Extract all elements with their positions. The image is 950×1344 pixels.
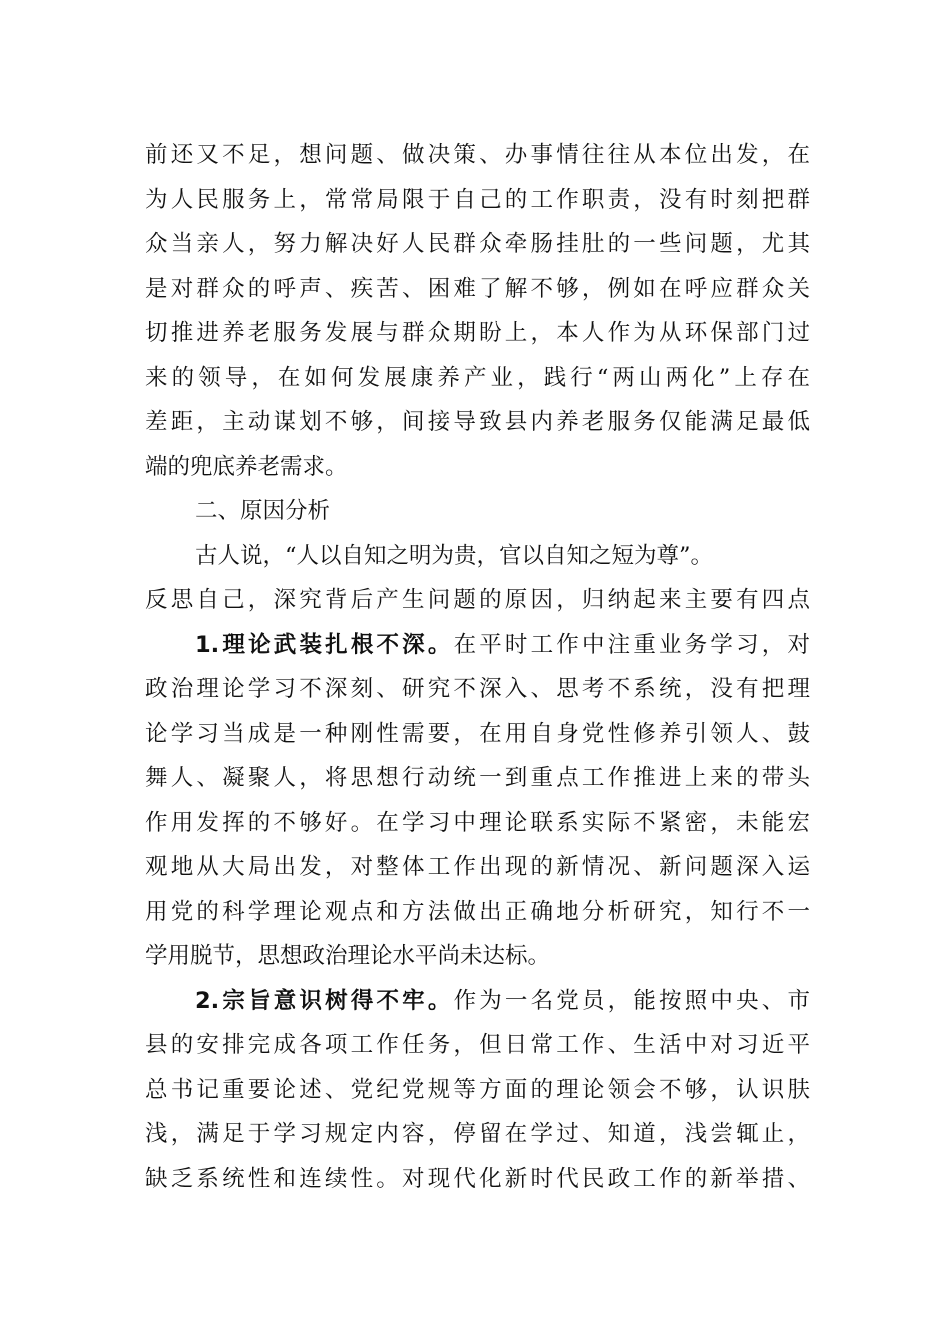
text-line: 反思自己，深究背后产生问题的原因，归纳起来主要有四点	[145, 587, 810, 613]
text-line: 是对群众的呼声、疾苦、困难了解不够，例如在呼应群众关	[145, 275, 810, 302]
point-1-heading: 1.理论武装扎根不深。	[195, 631, 454, 658]
text-line: 作用发挥的不够好。在学习中理论联系实际不紧密，未能宏	[145, 809, 810, 836]
point-2-heading: 2.宗旨意识树得不牢。	[195, 987, 454, 1014]
section-heading-cause-analysis	[145, 489, 810, 534]
section-heading: 二、原因分析	[195, 498, 331, 524]
text-line: 切推进养老服务发展与群众期盼上，本人作为从环保部门过	[145, 320, 810, 346]
point-2-first-line-text: 作为一名党员，能按照中央、市	[453, 987, 810, 1014]
point-2-first-line	[145, 979, 810, 1024]
paragraph-problem-continuation	[145, 133, 810, 489]
text-line: 差距，主动谋划不够，间接导致县内养老服务仅能满足最低	[145, 409, 810, 435]
text-line: 缺乏系统性和连续性。对现代化新时代民政工作的新举措、	[145, 1165, 810, 1192]
paragraph-point-2	[145, 979, 810, 1202]
point-1-first-line-text: 在平时工作中注重业务学习，对	[453, 631, 810, 658]
text-line: 观地从大局出发，对整体工作出现的新情况、新问题深入运	[145, 854, 810, 880]
text-line: 县的安排完成各项工作任务，但日常工作、生活中对习近平	[145, 1032, 810, 1058]
text-line: 用党的科学理论观点和方法做出正确地分析研究，知行不一	[145, 898, 810, 925]
text-line: 为人民服务上，常常局限于自己的工作职责，没有时刻把群	[145, 186, 810, 213]
text-line: 众当亲人，努力解决好人民群众牵肠挂肚的一些问题，尤其	[145, 231, 810, 257]
text-line: 舞人、凝聚人，将思想行动统一到重点工作推进上来的带头	[145, 765, 810, 791]
text-line: 政治理论学习不深刻、研究不深入、思考不系统，没有把理	[145, 676, 810, 702]
text-line: 论学习当成是一种刚性需要，在用自身党性修养引领人、鼓	[145, 720, 810, 747]
document-body	[145, 133, 810, 1201]
text-line: 端的兜底养老需求。	[145, 453, 348, 480]
text-line: 古人说，“人以自知之明为贵，官以自知之短为尊”。	[195, 542, 714, 569]
text-line: 总书记重要论述、党纪党规等方面的理论领会不够，认识肤	[145, 1076, 810, 1103]
paragraph-intro	[145, 534, 810, 623]
text-line: 前还又不足，想问题、做决策、办事情往往从本位出发，在	[145, 142, 810, 168]
text-line: 浅，满足于学习规定内容，停留在学过、知道，浅尝辄止，	[145, 1121, 810, 1147]
paragraph-point-1	[145, 623, 810, 979]
text-line: 来的领导，在如何发展康养产业，践行“两山两化”上存在	[145, 364, 810, 391]
text-line: 学用脱节，思想政治理论水平尚未达标。	[145, 943, 551, 969]
point-1-first-line	[145, 623, 810, 668]
